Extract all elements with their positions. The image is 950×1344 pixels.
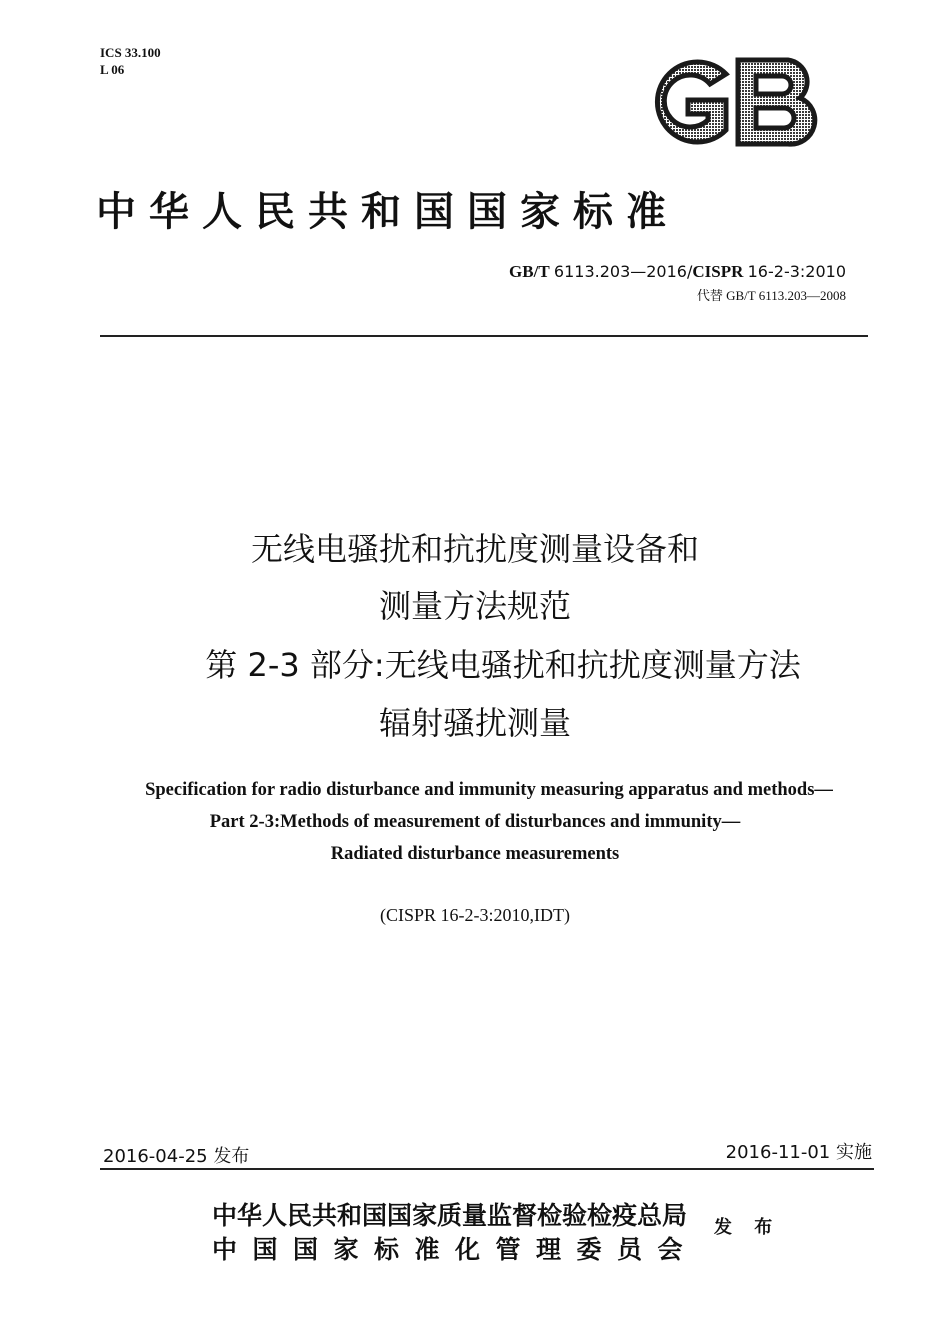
en-title-line-3: Radiated disturbance measurements: [330, 844, 620, 864]
ccs-code: L 06: [100, 62, 125, 77]
classification-codes: [100, 44, 161, 78]
top-divider: [100, 335, 868, 337]
replaces-standard: 代替 GB/T 6113.203—2008: [696, 288, 846, 303]
bottom-divider: [100, 1168, 874, 1170]
publisher-org-1: 中华人民共和国国家质量监督检验检疫总局: [212, 1201, 688, 1230]
publish-label: 发 布: [714, 1217, 781, 1238]
equivalence-note: (CISPR 16-2-3:2010,IDT): [380, 905, 570, 925]
ics-code: ICS 33.100: [100, 45, 161, 60]
number-tail: 16-2-3:2010: [747, 262, 846, 281]
cn-title-line-1: 无线电骚扰和抗扰度测量设备和: [250, 530, 699, 568]
en-title-line-1: Specification for radio disturbance and immunity measuring apparatus and methods—: [145, 780, 833, 800]
cn-title-line-2: 测量方法规范: [378, 587, 571, 625]
standard-number: [509, 262, 846, 282]
gb-logo: [628, 54, 818, 150]
en-title-line-2: Part 2-3:Methods of measurement of disturbances and immunity—: [209, 812, 741, 832]
issue-date: 2016-04-25 发布: [103, 1146, 250, 1167]
publisher-org-2: 中国国家标准化管理委员会: [212, 1235, 699, 1264]
standard-category-title: 中华人民共和国国家标准: [96, 188, 679, 235]
cn-title-line-4: 辐射骚扰测量: [378, 704, 571, 742]
implementation-date: 2016-11-01 实施: [725, 1142, 872, 1163]
number-cispr: CISPR: [692, 262, 744, 281]
cn-title-line-3: 第 2-3 部分:无线电骚扰和抗扰度测量方法: [205, 646, 801, 684]
number-main: 6113.203—2016/: [553, 262, 693, 281]
number-prefix: GB/T: [509, 262, 550, 281]
